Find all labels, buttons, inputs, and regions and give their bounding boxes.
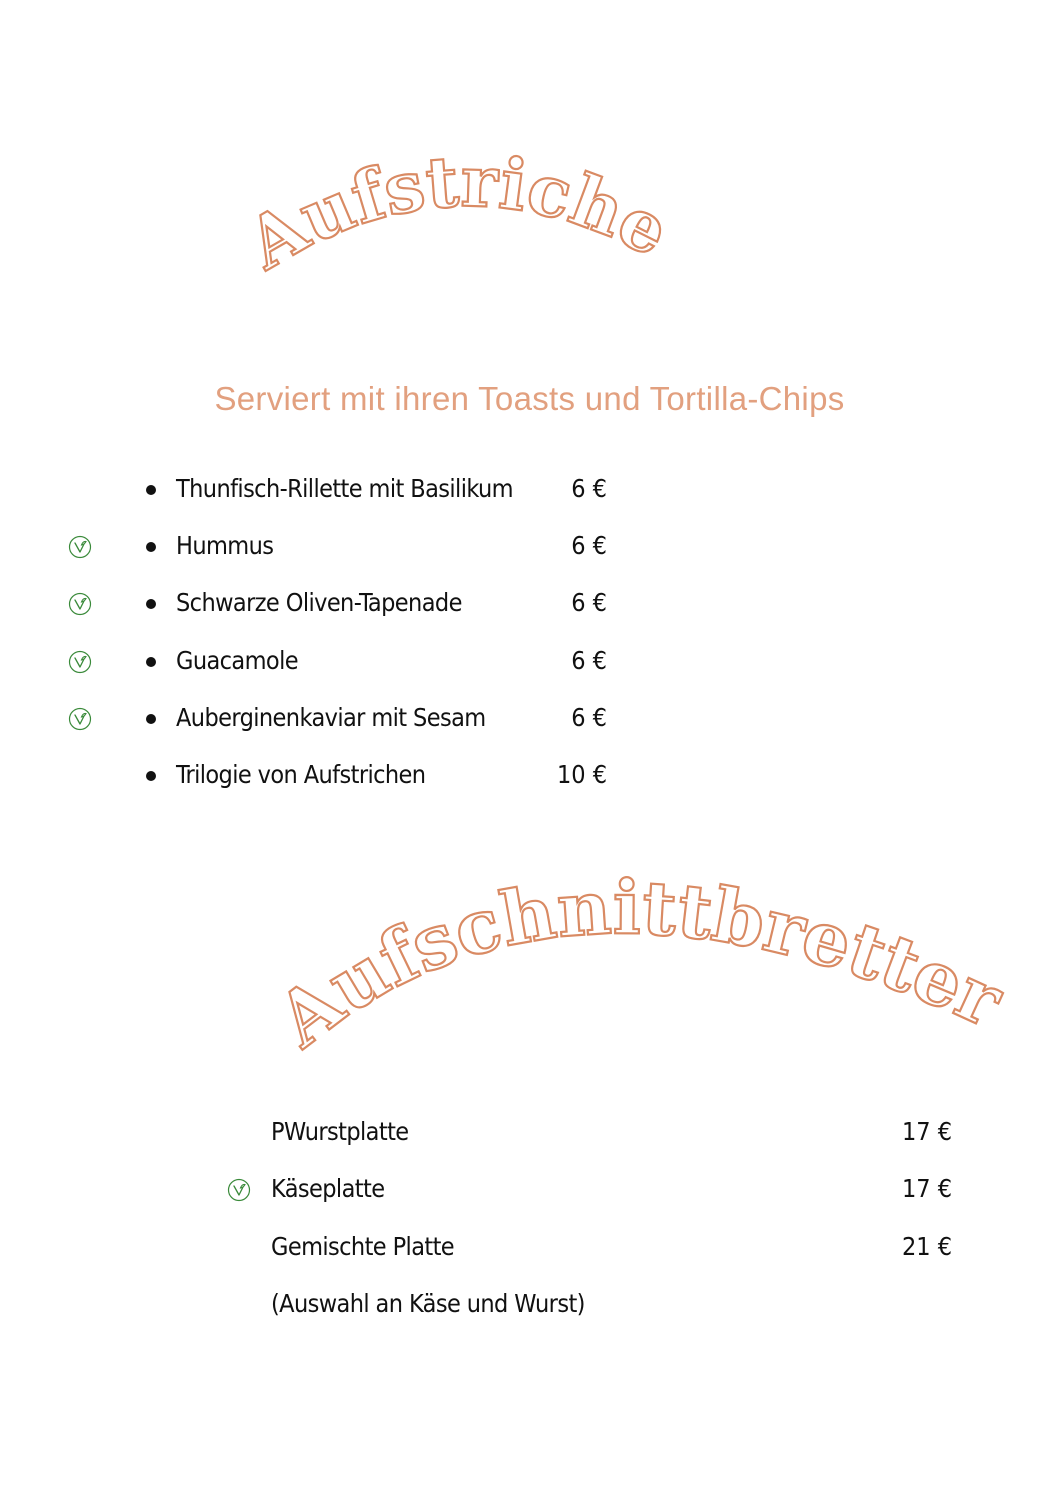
board-item-name: (Auswahl an Käse und Wurst) [271, 1288, 585, 1318]
board-item [0, 1228, 952, 1268]
menu-item-price: 6 € [571, 645, 607, 675]
menu-item [0, 584, 607, 624]
menu-item-name: Hummus [176, 531, 274, 561]
board-item-name: Käseplatte [271, 1174, 385, 1204]
bullet-dot [146, 485, 156, 495]
board-item-name: Gemischte Platte [271, 1231, 455, 1261]
section-title-aufstriche: Aufstriche [233, 139, 683, 286]
menu-item [0, 699, 607, 739]
menu-item-name: Auberginenkaviar mit Sesam [176, 702, 486, 732]
menu-item-name: Guacamole [176, 645, 298, 675]
vegan-leaf-icon [68, 535, 92, 559]
board-item-price: 17 € [901, 1117, 952, 1146]
board-item [0, 1113, 952, 1153]
vegan-leaf-icon [68, 650, 92, 674]
bullet-dot [146, 599, 156, 609]
board-item [0, 1285, 952, 1325]
board-item-price: 17 € [901, 1174, 952, 1204]
section-subtitle: Serviert mit ihren Toasts und Tortilla-Chips [214, 380, 845, 417]
menu-item-price: 6 € [571, 702, 607, 732]
menu-item-name: Trilogie von Aufstrichen [176, 760, 426, 789]
menu-item-price: 10 € [556, 760, 607, 789]
bullet-dot [146, 714, 156, 724]
menu-item-price: 6 € [571, 588, 607, 618]
menu-item [0, 756, 607, 796]
section-title-aufschnittbretter: Aufschnittbretter [261, 864, 1015, 1064]
bullet-dot [146, 542, 156, 552]
menu-item [0, 470, 607, 510]
bullet-dot [146, 657, 156, 667]
board-item-name: PWurstplatte [271, 1117, 409, 1146]
menu-item-price: 6 € [571, 474, 607, 503]
board-item [0, 1170, 952, 1210]
menu-item-name: Schwarze Oliven-Tapenade [176, 588, 462, 618]
bullet-dot [146, 771, 156, 781]
menu-item [0, 527, 607, 567]
menu-item-price: 6 € [571, 531, 607, 561]
vegan-leaf-icon [227, 1178, 251, 1202]
vegan-leaf-icon [68, 707, 92, 731]
menu-item-name: Thunfisch-Rillette mit Basilikum [176, 474, 513, 503]
vegan-leaf-icon [68, 592, 92, 616]
menu-item [0, 642, 607, 682]
board-item-price: 21 € [901, 1231, 952, 1261]
